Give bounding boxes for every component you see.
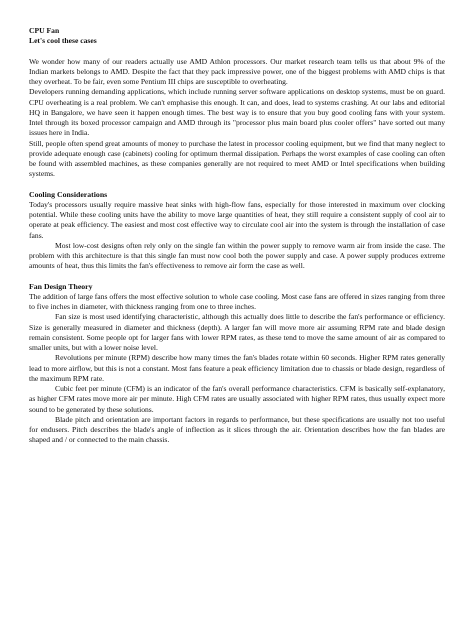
spacer bbox=[29, 272, 445, 282]
section-heading-cooling: Cooling Considerations bbox=[29, 189, 108, 199]
intro-paragraph-1: We wonder how many of our readers actually use AMD Athlon processors. Our market research team tells us that about 9% of the Indian markets belongs to AMD. Despite the fact that they pack impressive power, one of the biggest problems with AMD chips is that they overheat. To be fair, even some Pentium III chips are susceptible to overheating. bbox=[29, 56, 445, 86]
doc-title: CPU Fan bbox=[29, 26, 60, 35]
design-paragraph-2: Fan size is most used identifying characteristic, although this actually does little to describe the fan's performance or efficiency. Size is generally measured in diameter and thickness (depth). A larger fan will move more air assuming RPM rate and blade design remain consistent. Some people opt for larger fans with lower RPM rates, as these tend to move the same amount of air as compared to smaller units, but with a lower noise level. bbox=[29, 312, 445, 352]
design-paragraph-5: Blade pitch and orientation are important factors in regards to performance, but these specifications are usually not too useful for endusers. Pitch describes the blade's angle of inflection as it slices through the air. Orientation describes how the fan blades are shaped and / or connected to the main chassis. bbox=[29, 414, 445, 445]
spacer bbox=[29, 180, 445, 190]
spacer bbox=[29, 47, 445, 57]
intro-paragraph-2: Developers running demanding applications, which include running server software applications on desktop systems, must be on guard. CPU overheating is a real problem. We can't emphasise this enough. It can, and does, lead to systems crashing. At our labs and editorial HQ in Bangalore, we have seen it happen enough times. The best way is to ensure that you buy good cooling fans with your system. Intel through its boxed processor campaign and AMD through its "processor plus main board plus cooler offers" have sorted out many issues here in India. bbox=[29, 87, 445, 138]
intro-paragraph-3: Still, people often spend great amounts of money to purchase the latest in processor cooling equipment, but we find that many neglect to provide adequate enough case (cabinets) cooling for optimum thermal dissipation. Perhaps the worst examples of case cooling can often be found with assembled machines, as these companies generally are not required to meet AMD or Intel specifications when building systems. bbox=[29, 138, 445, 179]
design-paragraph-1: The addition of large fans offers the most effective solution to whole case cooling. Most case fans are offered in sizes ranging from three to five inches in diameter, with thickness ranging from one to three inches. bbox=[29, 291, 445, 311]
design-paragraph-4: Cubic feet per minute (CFM) is an indicator of the fan's overall performance characteristics. CFM is basically self-explanatory, as higher CFM rates move more air per minute. High CFM rates are usually associated with higher RPM rates, thus usually expect more sound to be generated by these solutions. bbox=[29, 384, 445, 414]
section-heading-fan-design: Fan Design Theory bbox=[29, 281, 93, 291]
design-paragraph-3: Revolutions per minute (RPM) describe how many times the fan's blades rotate within 60 seconds. Higher RPM rates generally lead to more airflow, but this is not a constant. Most fans feature a peak efficiency limitation due to chassis or blade design, regardless of the maximum RPM rate. bbox=[29, 353, 445, 383]
cooling-paragraph-1: Today's processors usually require massive heat sinks with high-flow fans, especially for those interested in maximum over clocking potential. While these cooling units have the ability to move large quantities of heat, they still require a consistent supply of cool air to operate at peak efficiency. The easiest and most cost effective way to circulate cool air into the system is through the installation of case fans. bbox=[29, 199, 445, 240]
cooling-paragraph-2: Most low-cost designs often rely only on the single fan within the power supply to remove warm air from inside the case. The problem with this architecture is that this single fan must now cool both the power supply and case. A power supply produces extreme amounts of heat, thus this limits the fan's effectiveness to remove air form the case as well. bbox=[29, 240, 445, 271]
doc-subtitle: Let's cool these cases bbox=[29, 36, 97, 46]
